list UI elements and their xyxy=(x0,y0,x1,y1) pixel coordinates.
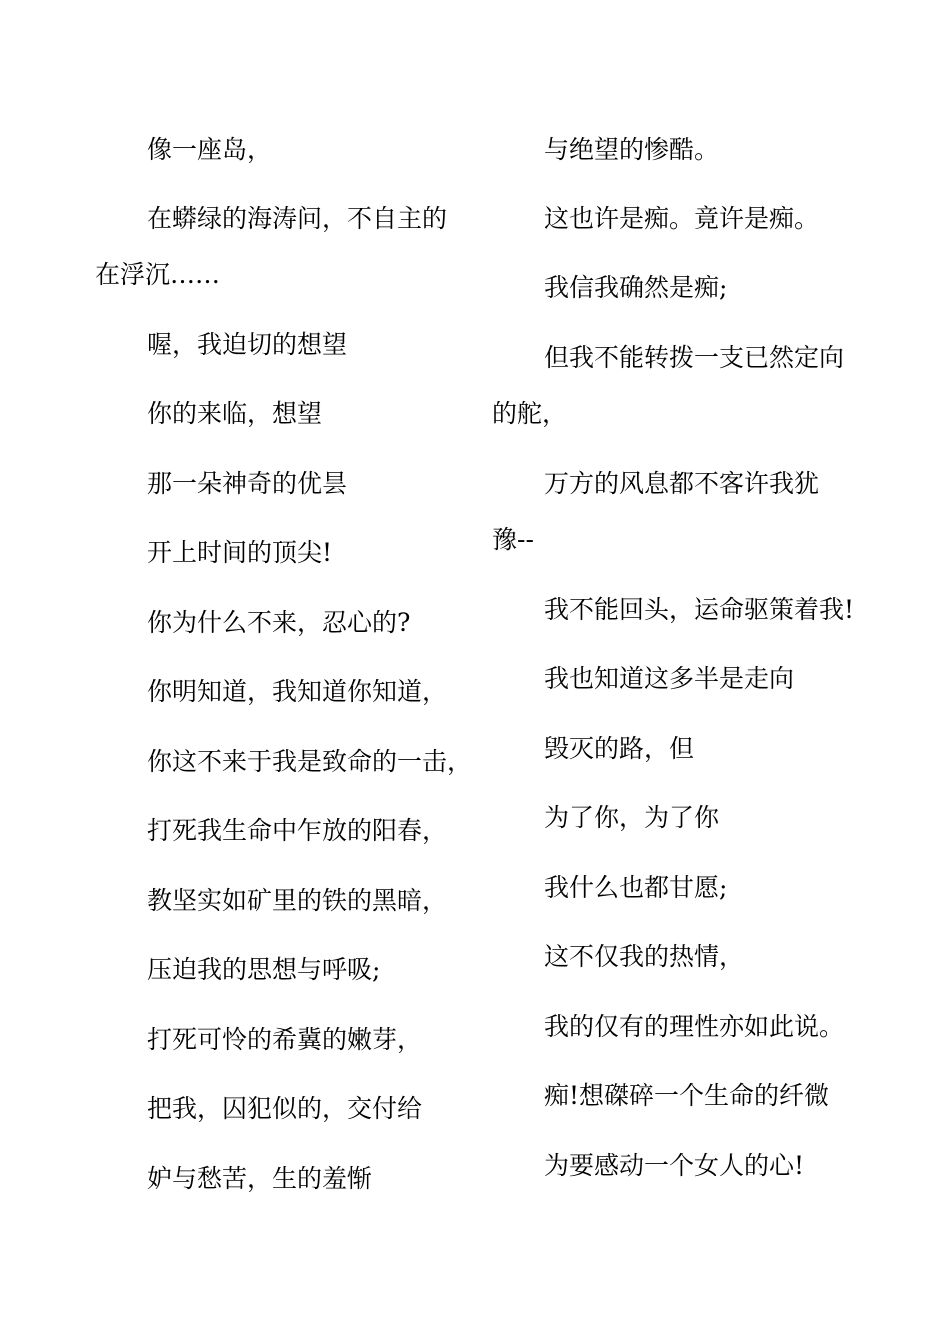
poem-line: 这不仅我的热情， xyxy=(544,942,745,971)
poem-line: 我信我确然是痴; xyxy=(544,273,728,302)
poem-line-continuation: 豫-- xyxy=(492,525,534,554)
poem-line: 我什么也都甘愿; xyxy=(544,873,728,902)
poem-line: 我也知道这多半是走向 xyxy=(544,664,795,693)
poem-line: 毁灭的路，但 xyxy=(544,734,695,763)
poem-line: 痴!想磔碎一个生命的纤微 xyxy=(544,1081,830,1110)
poem-line: 打死可怜的希冀的嫩芽， xyxy=(147,1025,423,1054)
poem-line: 为了你，为了你 xyxy=(544,803,720,832)
poem-line: 与绝望的惨酷。 xyxy=(544,135,720,164)
poem-line: 把我，囚犯似的，交付给 xyxy=(147,1094,423,1123)
poem-line: 你明知道，我知道你知道， xyxy=(147,677,448,706)
poem-line: 我不能回头，运命驱策着我! xyxy=(544,595,855,624)
poem-line: 万方的风息都不客许我犹 xyxy=(544,469,820,498)
poem-line: 为要感动一个女人的心! xyxy=(544,1151,805,1180)
poem-line: 你的来临，想望 xyxy=(147,399,323,428)
poem-line: 这也许是痴。竟许是痴。 xyxy=(544,204,820,233)
poem-line: 打死我生命中乍放的阳春， xyxy=(147,816,448,845)
poem-line: 你为什么不来，忍心的? xyxy=(147,608,411,637)
poem-line: 妒与愁苦，生的羞惭 xyxy=(147,1164,373,1193)
poem-line: 像一座岛， xyxy=(147,135,273,164)
poem-line: 开上时间的顶尖! xyxy=(147,538,333,567)
poem-line: 在蟒绿的海涛问，不自主的 xyxy=(147,204,448,233)
poem-line: 那一朵神奇的优昙 xyxy=(147,469,348,498)
poem-line-continuation: 在浮沉…… xyxy=(95,260,221,289)
poem-line: 喔，我迫切的想望 xyxy=(147,330,348,359)
poem-line: 但我不能转拨一支已然定向 xyxy=(544,343,845,372)
poem-line-continuation: 的舵， xyxy=(492,399,568,428)
poem-line: 你这不来于我是致命的一击， xyxy=(147,747,473,776)
poem-line: 教坚实如矿里的铁的黑暗， xyxy=(147,886,448,915)
poem-line: 压迫我的思想与呼吸; xyxy=(147,955,381,984)
poem-line: 我的仅有的理性亦如此说。 xyxy=(544,1012,845,1041)
